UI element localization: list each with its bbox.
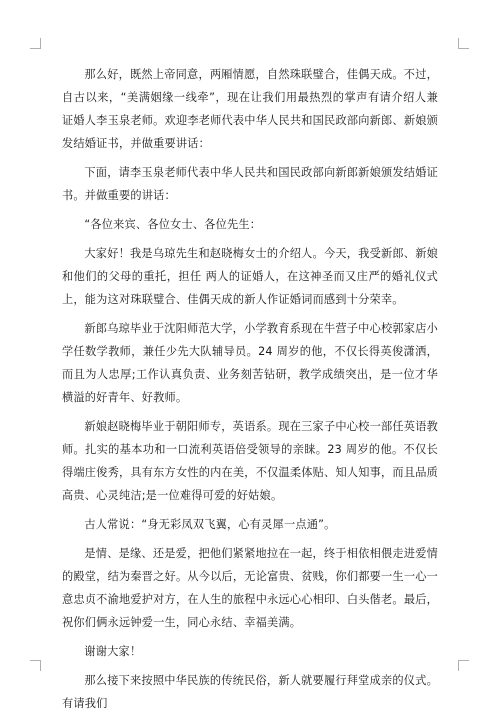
paragraph: 那么好，既然上帝同意，两厢情愿，自然珠联璧合，佳偶天成。不过，自古以来，“美满姻缘一线牵”，现在让我们用最热烈的掌声有请介绍人兼证婚人李玉泉老师。欢迎李老师代表中华人民共和国民政部向新郎、新娘颁发结婚证书，并做重要讲话： [62,68,438,150]
paragraph: “各位来宾、各位女士、各位先生： [84,218,262,231]
document-body [62,63,438,721]
page-corner-mark-top-right [458,38,469,49]
paragraph: 新娘赵晓梅毕业于朝阳师专，英语系。现在三家子中心校一部任英语教师。扎实的基本功和一口流利英语倍受领导的亲睐。23 周岁的他。不仅长得端庄俊秀，具有东方女性的内在美，不仅温柔体贴、知人知事，而且品质高贵、心灵纯洁;是一位难得可爱的好姑娘。 [62,420,438,502]
paragraph: 大家好！我是乌琼先生和赵晓梅女士的介绍人。今天，我受新郎、新娘和他们的父母的重托，担任 两人的证婚人，在这神圣而又庄严的婚礼仪式上，能为这对珠联璧合、佳偶天成的新人作证婚词而感到十分荣幸。 [62,247,438,306]
paragraph: 下面，请李玉泉老师代表中华人民共和国民政部向新郎新娘颁发结婚证书。并做重要的讲话： [62,166,438,202]
paragraph: 古人常说：“身无彩凤双飞翼，心有灵犀一点通”。 [84,518,336,531]
paragraph: 谢谢大家！ [84,645,142,658]
paragraph: 新郎乌琼毕业于沈阳师范大学，小学教育系现在牛营子中心校郭家店小学任数学教师，兼任少先大队辅导员。24 周岁的他，不仅长得英俊潇洒，而且为人忠厚;工作认真负责、业务刻苦钻研，教学成绩突出，是一位才华横溢的好青年、好教师。 [62,322,438,404]
page-corner-mark-top-left [30,38,41,49]
page-corner-mark-bottom-right [458,660,469,671]
page-corner-mark-bottom-left [30,660,41,671]
paragraph: 是情、是缘、还是爱，把他们紧紧地拉在一起，终于相依相偎走进爱情的殿堂，结为秦晋之好。从今以后，无论富贵、贫贱，你们都要一生一心一意忠贞不渝地爱护对方，在人生的旅程中永远心心相印、白头偕老。最后，祝你们俩永远钟爱一生，同心永结、幸福美满。 [62,547,438,629]
paragraph: 那么接下来按照中华民族的传统民俗，新人就要履行拜堂成亲的仪式。有请我们 [62,674,438,710]
